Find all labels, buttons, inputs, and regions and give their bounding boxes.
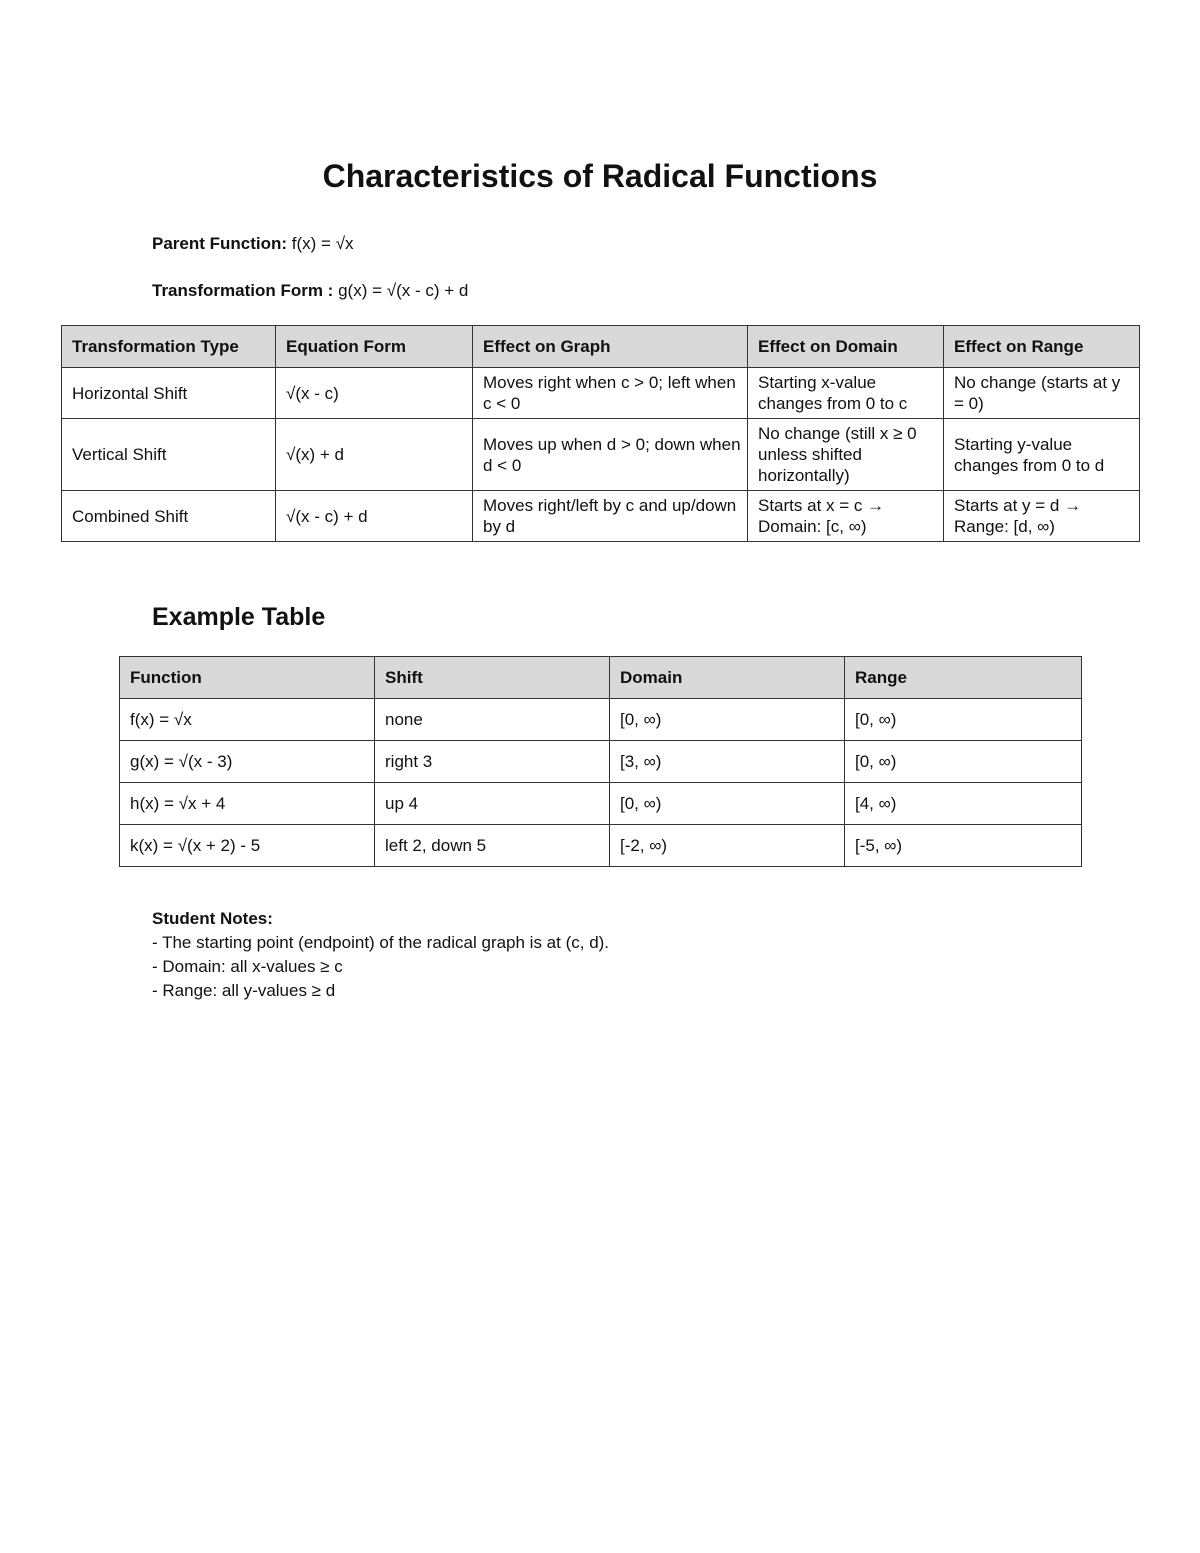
table-cell: [3, ∞) xyxy=(610,741,845,783)
table-row xyxy=(62,491,1140,542)
table-cell: √(x - c) + d xyxy=(276,491,473,542)
table-cell: No change (starts at y = 0) xyxy=(944,368,1140,419)
table-header-row xyxy=(62,326,1140,368)
table-cell: Moves right when c > 0; left when c < 0 xyxy=(473,368,748,419)
table-cell: Starting x-value changes from 0 to c xyxy=(748,368,944,419)
table-cell: √(x) + d xyxy=(276,419,473,491)
table-cell: √(x - c) xyxy=(276,368,473,419)
table-row xyxy=(62,419,1140,491)
transformations-table xyxy=(61,325,1140,542)
table-cell: Starts at x = c → Domain: [c, ∞) xyxy=(748,491,944,542)
table-header-row xyxy=(120,657,1082,699)
table-cell: [0, ∞) xyxy=(845,699,1082,741)
transformation-form-value: g(x) = √(x - c) + d xyxy=(333,281,469,300)
table-cell: k(x) = √(x + 2) - 5 xyxy=(120,825,375,867)
header-cell: Shift xyxy=(375,657,610,699)
example-table-heading: Example Table xyxy=(152,603,326,631)
table-cell: Moves right/left by c and up/down by d xyxy=(473,491,748,542)
note-item: - The starting point (endpoint) of the radical graph is at (c, d). xyxy=(152,933,610,952)
table-cell: f(x) = √x xyxy=(120,699,375,741)
transformation-form xyxy=(152,281,1200,301)
page-title: Characteristics of Radical Functions xyxy=(322,158,878,194)
header-cell: Effect on Range xyxy=(944,326,1140,368)
table-cell: [4, ∞) xyxy=(845,783,1082,825)
table-cell: none xyxy=(375,699,610,741)
header-cell: Function xyxy=(120,657,375,699)
table-cell: h(x) = √x + 4 xyxy=(120,783,375,825)
table-cell: Combined Shift xyxy=(62,491,276,542)
header-cell: Effect on Domain xyxy=(748,326,944,368)
header-cell: Transformation Type xyxy=(62,326,276,368)
table-cell: left 2, down 5 xyxy=(375,825,610,867)
table-row xyxy=(120,741,1082,783)
example-table xyxy=(119,656,1082,867)
note-item: - Range: all y-values ≥ d xyxy=(152,981,336,1000)
table-row xyxy=(120,825,1082,867)
table-row xyxy=(120,783,1082,825)
table-cell: [0, ∞) xyxy=(610,783,845,825)
table-cell: right 3 xyxy=(375,741,610,783)
table-cell: g(x) = √(x - 3) xyxy=(120,741,375,783)
table-cell: Moves up when d > 0; down when d < 0 xyxy=(473,419,748,491)
table-cell: No change (still x ≥ 0 unless shifted horizontally) xyxy=(748,419,944,491)
transformation-form-label: Transformation Form : xyxy=(152,281,334,300)
parent-function xyxy=(152,234,1200,254)
table-cell: Starts at y = d → Range: [d, ∞) xyxy=(944,491,1140,542)
table-cell: Vertical Shift xyxy=(62,419,276,491)
note-item: - Domain: all x-values ≥ c xyxy=(152,957,343,976)
table-cell: up 4 xyxy=(375,783,610,825)
header-cell: Domain xyxy=(610,657,845,699)
parent-function-value: f(x) = √x xyxy=(287,234,354,253)
parent-function-label: Parent Function: xyxy=(152,234,288,253)
table-cell: [-5, ∞) xyxy=(845,825,1082,867)
header-cell: Equation Form xyxy=(276,326,473,368)
table-cell: [0, ∞) xyxy=(610,699,845,741)
table-row xyxy=(62,368,1140,419)
header-cell: Effect on Graph xyxy=(473,326,748,368)
table-cell: Horizontal Shift xyxy=(62,368,276,419)
table-cell: [0, ∞) xyxy=(845,741,1082,783)
table-cell: Starting y-value changes from 0 to d xyxy=(944,419,1140,491)
student-notes xyxy=(152,907,1200,1003)
header-cell: Range xyxy=(845,657,1082,699)
notes-heading: Student Notes: xyxy=(152,909,273,928)
table-row xyxy=(120,699,1082,741)
table-cell: [-2, ∞) xyxy=(610,825,845,867)
